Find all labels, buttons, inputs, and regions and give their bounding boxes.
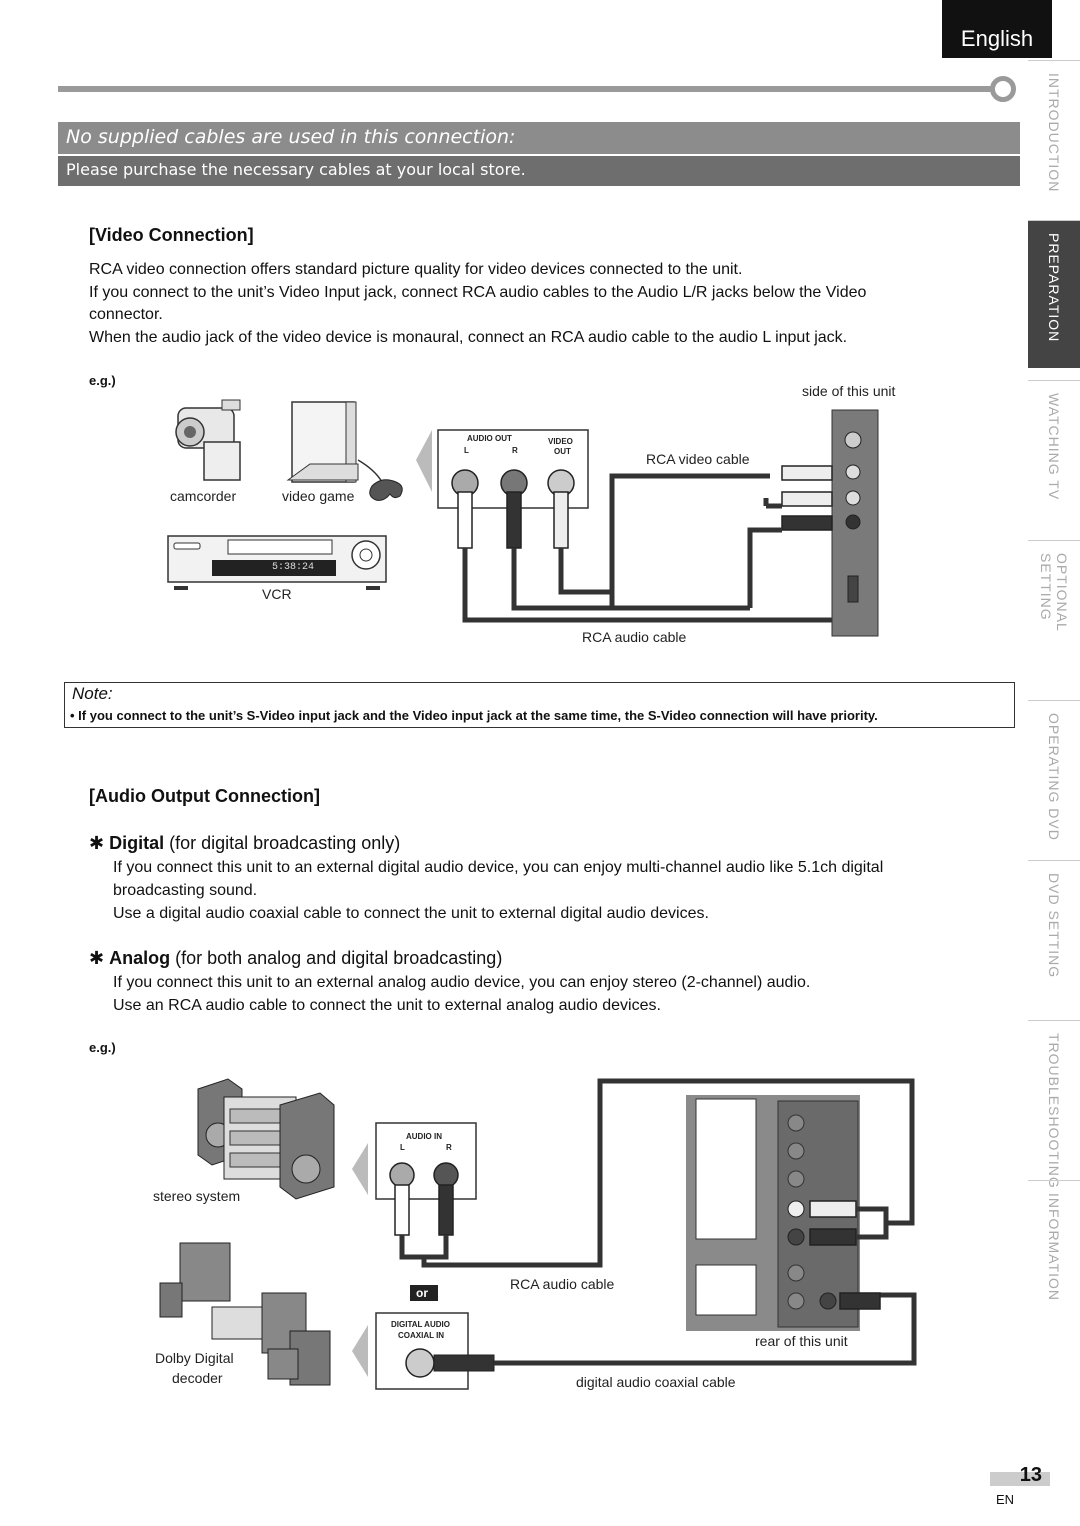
video-game-label: video game <box>282 488 355 504</box>
language-tab[interactable]: English <box>942 0 1052 58</box>
analog-subheading: ✱ Analog (for both analog and digital broadcasting) <box>89 948 503 968</box>
audio-out-label: AUDIO OUT <box>467 434 512 443</box>
audio-in-label: AUDIO IN <box>406 1132 442 1141</box>
video-game-icon <box>288 402 402 500</box>
page-number: 13 <box>990 1468 1050 1488</box>
audio-connection-diagram <box>150 1075 930 1405</box>
asterisk-icon: ✱ <box>89 833 110 853</box>
lang-code: EN <box>996 1492 1015 1507</box>
note-text: • If you connect to the unit’s S-Video input jack and the Video input jack at the same time, the S-Video connection will have priority. <box>70 708 878 723</box>
dolby-label-1: Dolby Digital <box>155 1350 234 1366</box>
digital-subheading: ✱ Digital (for digital broadcasting only) <box>89 833 401 853</box>
rca-audio-cable-label: RCA audio cable <box>582 629 687 645</box>
sidebar-item-information[interactable]: INFORMATION <box>1028 1180 1080 1320</box>
digital-audio-label-2: COAXIAL IN <box>398 1331 445 1340</box>
digital-para-1b: broadcasting sound. <box>113 882 258 899</box>
rca-video-cable-label: RCA video cable <box>646 451 750 467</box>
arrow-icon <box>416 430 432 492</box>
audio-out-r-label: R <box>512 446 518 455</box>
video-para-2a: If you connect to the unit’s Video Input jack, connect RCA audio cables to the Audio L/R jacks below the Video <box>89 284 867 301</box>
note-title: Note: <box>72 684 113 703</box>
video-connection-heading: [Video Connection] <box>89 225 254 245</box>
digital-para-1a: If you connect this unit to an external digital audio device, you can enjoy multi-channel audio like 5.1ch digital <box>113 859 884 876</box>
audio-in-r-label: R <box>446 1143 452 1152</box>
arrow-icon <box>352 1325 368 1377</box>
stereo-system-icon <box>198 1079 334 1199</box>
stereo-system-label: stereo system <box>153 1188 241 1204</box>
dolby-label-2: decoder <box>172 1370 223 1386</box>
vcr-display: 5:38:24 <box>272 562 315 573</box>
video-para-2b: connector. <box>89 306 163 323</box>
digital-audio-label-1: DIGITAL AUDIO <box>391 1320 450 1329</box>
top-rule <box>58 86 998 92</box>
video-out-label-2: OUT <box>554 447 571 456</box>
video-para-1: RCA video connection offers standard picture quality for video devices connected to the unit. <box>89 261 743 278</box>
sidebar-item-dvd-setting[interactable]: DVD SETTING <box>1028 860 1080 1010</box>
sidebar-nav <box>1028 60 1080 1320</box>
audio-eg-label: e.g.) <box>89 1040 116 1055</box>
audio-rca-cable-label: RCA audio cable <box>510 1276 615 1292</box>
sidebar-item-troubleshooting[interactable]: TROUBLESHOOTING <box>1028 1020 1080 1170</box>
video-eg-label: e.g.) <box>89 373 116 388</box>
video-out-label-1: VIDEO <box>548 437 573 446</box>
banner-subtitle: Please purchase the necessary cables at your local store. <box>58 156 1020 186</box>
vcr-label: VCR <box>262 586 292 602</box>
analog-para-2: Use an RCA audio cable to connect the unit to external analog audio devices. <box>113 997 661 1014</box>
arrow-icon <box>352 1143 368 1195</box>
audio-in-l-label: L <box>400 1143 405 1152</box>
sidebar-item-preparation[interactable]: PREPARATION <box>1028 220 1080 368</box>
sidebar-item-introduction[interactable]: INTRODUCTION <box>1028 60 1080 220</box>
digital-coax-cable-label: digital audio coaxial cable <box>576 1374 736 1390</box>
camcorder-label: camcorder <box>170 488 237 504</box>
digital-para-2: Use a digital audio coaxial cable to connect the unit to external digital audio devices. <box>113 905 709 922</box>
sidebar-item-watching-tv[interactable]: WATCHING TV <box>1028 380 1080 530</box>
video-connection-diagram <box>160 380 900 660</box>
sidebar-item-optional-setting[interactable]: OPTIONAL SETTING <box>1028 540 1080 690</box>
banner-title: No supplied cables are used in this connection: <box>58 122 1020 154</box>
audio-output-heading: [Audio Output Connection] <box>89 786 320 806</box>
asterisk-icon: ✱ <box>89 948 110 968</box>
rear-of-unit-label: rear of this unit <box>755 1333 848 1349</box>
side-of-unit-label: side of this unit <box>802 383 896 399</box>
or-label: or <box>416 1286 428 1300</box>
video-para-3: When the audio jack of the video device is monaural, connect an RCA audio cable to the audio L input jack. <box>89 329 848 346</box>
sidebar-item-operating-dvd[interactable]: OPERATING DVD <box>1028 700 1080 850</box>
camcorder-icon <box>176 400 240 480</box>
analog-para-1: If you connect this unit to an external analog audio device, you can enjoy stereo (2-channel) audio. <box>113 974 811 991</box>
audio-out-l-label: L <box>464 446 469 455</box>
top-rule-end <box>990 76 1016 102</box>
